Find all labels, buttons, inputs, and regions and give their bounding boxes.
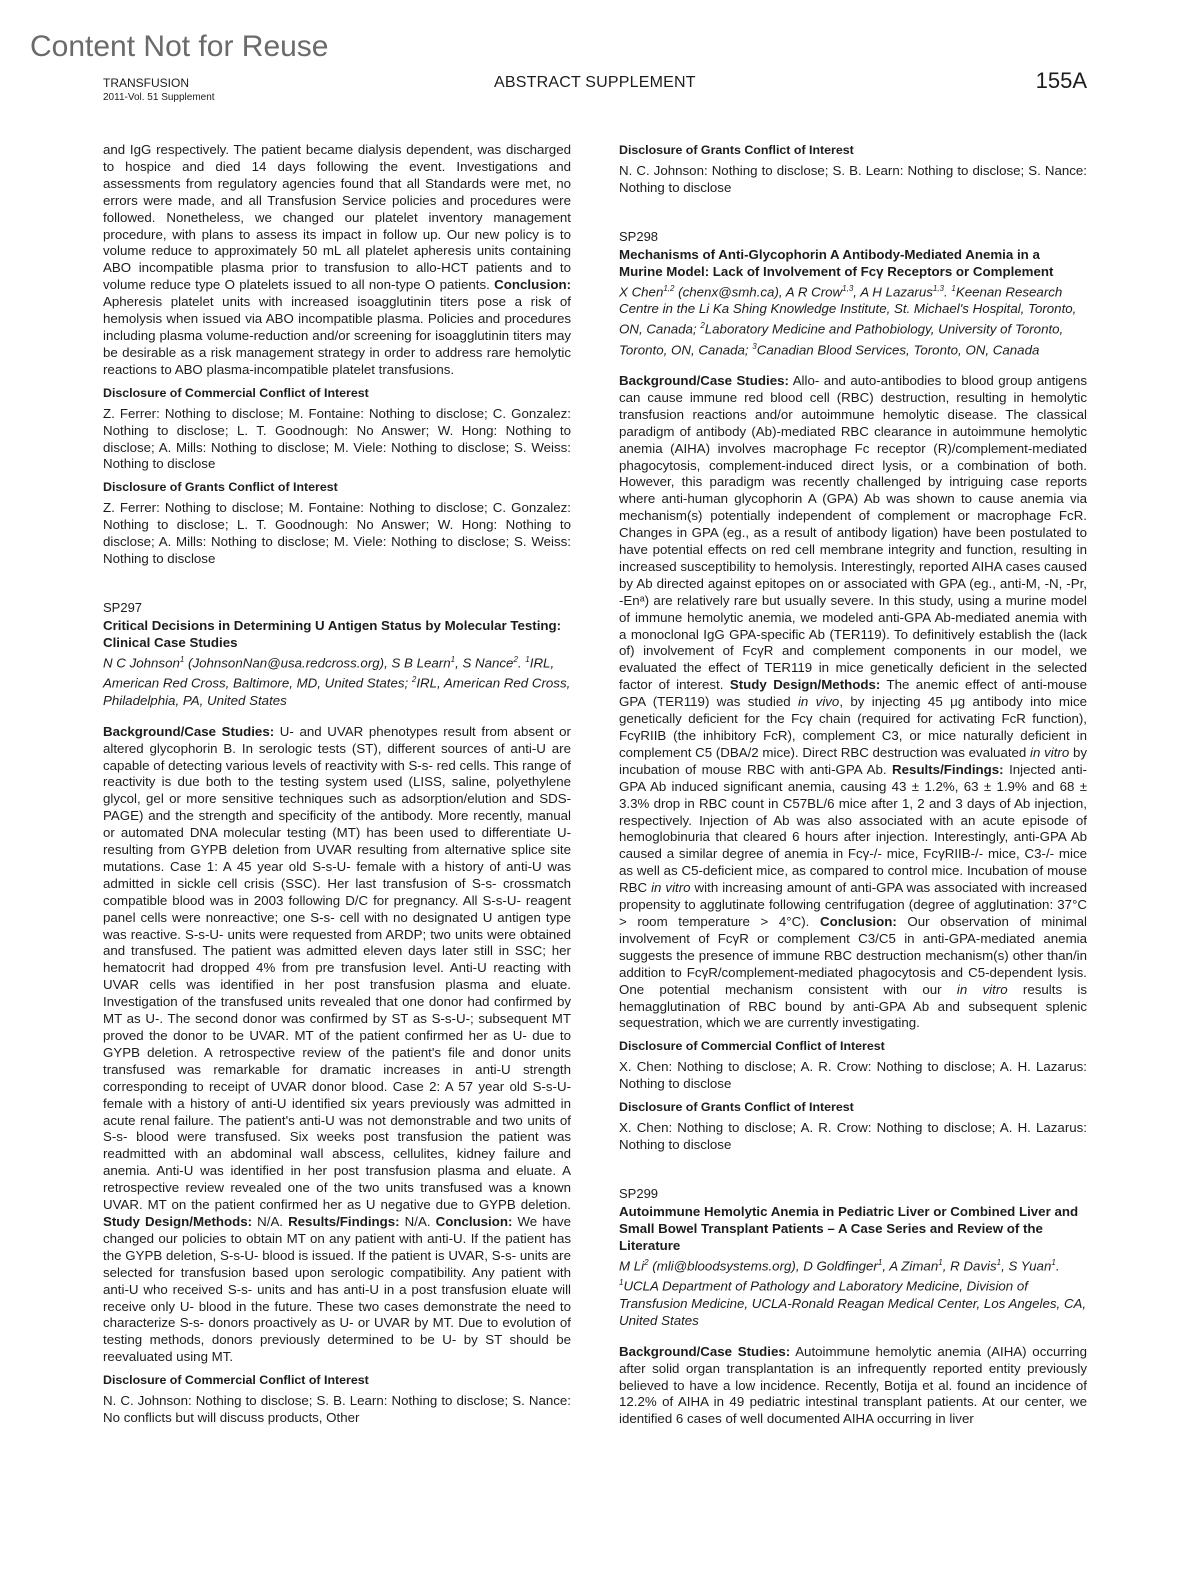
abstract-authors: N C Johnson$^1$ (JohnsonNan@usa.redcross.org), S B Learn$^1$, S Nance$^2$. $^1$IRL, American Red Cross, Baltimore, MD, United States; $^2$IRL, American Red Cross, Philadelphia, PA, United States [103, 654, 571, 708]
abstract-id: SP297 [103, 599, 143, 615]
watermark: Content Not for Reuse [30, 30, 329, 63]
right-column [619, 142, 1087, 1428]
abstract-body: Background/Case Studies: U- and UVAR phenotypes result from absent or altered glycophorin B. In serologic tests (ST), different sources of anti-U are capable of detecting various levels of reactivity with S-s- red cells. This range of reactivity is due both to the testing system used (LISS, saline, polyethylene glycol, gel or more sensitive techniques such as adsorption/elution and SDS-PAGE) and the strength and specificity of the antibody. More recently, manual or automated DNA molecular testing (MT) has been used to differentiate U- resulting from GYPB deletion from UVAR resulting from alternative splice site mutations. Case 1: A 45 year old S-s-U- female with a history of anti-U was admitted in sickle cell crisis (SSC). Her last transfusion of S-s- crossmatch compatible blood was in 2003 following D/C for pregnancy. All S-s-U- reagent panel cells were nonreactive; one S-s- cell with no designated U antigen type was reactive. S-s-U- units were requested from ARDP; two units were obtained and transfused. The patient was admitted eleven days later still in SSC; her hematocrit had dropped 4% from pre transfusion level. Anti-U reacting with UVAR cells was identified in her post transfusion plasma and eluate. Investigation of the transfused units revealed that one donor had confirmed by MT as U-. The second donor was confirmed by ST as S-s-U-; subsequent MT proved the donor to be UVAR. MT of the patient confirmed her as U- due to GYPB deletion. A retrospective review of the patient's file and donor units transfused was remarkable for dramatic increases in anti-U strength corresponding to receipt of UVAR donor blood. Case 2: A 57 year old S-s-U- female with a history of anti-U identified six years previously was admitted in acute renal failure. The patient's anti-U was not demonstrable and two units of S-s- blood were transfused. Six weeks post transfusion the patient was readmitted with an abdominal wall abscess, cellulites, kidney failure and anemia. Anti-U was identified in her post transfusion plasma and eluate. A retrospective review revealed one of the two units transfused was a known UVAR. MT on the patient confirmed her as U negative due to GYPB deletion. Study Design/Methods: N/A. Results/Findings: N/A. Conclusion: We have changed our policies to obtain MT on any patient with anti-U. If the patient has the GYPB deletion, S-s-U- blood is issued. If the patient is UVAR, S-s- units are selected for transfusion based upon serologic compatibility. Any patient with anti-U who received S-s- units and has anti-U in a post transfusion eluate will receive only U- blood in the future. These two cases demonstrate the need to characterize S-s- donors proactively as U- or UVAR by MT. Due to evolution of testing methods, donors previously determined to be U- by ST should be reevaluated using MT. [103, 723, 572, 1365]
disclosure-commercial-text: X. Chen: Nothing to disclose; A. R. Crow: Nothing to disclose; A. H. Lazarus: Nothing to disclose [619, 1059, 1087, 1092]
abstract-body: Background/Case Studies: Autoimmune hemolytic anemia (AIHA) occurring after solid organ transplantation is an infrequently reported entity previously believed to have a low incidence. Recently, Botija et al. found an incidence of 12.2% of AIHA in 49 pediatric intestinal transplant patients. At our center, we identified 6 cases of well documented AIHA occurring in liver [619, 1343, 1087, 1427]
abstract-sp297 [103, 600, 571, 1427]
abstract-title: Autoimmune Hemolytic Anemia in Pediatric Liver or Combined Liver and Small Bowel Transplant Patients – A Case Series and Review of the Literature [619, 1203, 1079, 1253]
abstract-id: SP298 [619, 228, 659, 244]
abstract-id: SP299 [619, 1185, 659, 1201]
abstract-authors: X Chen$^{1,2}$ (chenx@smh.ca), A R Crow$^{1,3}$, A H Lazarus$^{1,3}$. $^1$Keenan Research Centre in the Li Ka Shing Knowledge Institute, St. Michael's Hospital, Toronto, ON, Canada; $^2$Laboratory Medicine and Pathobiology, University of Toronto, Toronto, ON, Canada; $^3$Canadian Blood Services, Toronto, ON, Canada [619, 283, 1077, 357]
abstract-sp298 [619, 229, 1087, 1154]
abstract-title: Mechanisms of Anti-Glycophorin A Antibody-Mediated Anemia in a Murine Model: Lack of Involvement of Fcγ Receptors or Complement [619, 246, 1054, 279]
left-column [103, 142, 571, 1429]
disclosure-commercial-text: Z. Ferrer: Nothing to disclose; M. Fontaine: Nothing to disclose; C. Gonzalez: Nothing to disclose; L. T. Goodnough: No Answer; W. Hong: Nothing to disclose; A. Mills: Nothing to disclose; M. Viele: Nothing to disclose; S. Weiss: Nothing to disclose [103, 405, 571, 472]
disclosure-commercial-text: N. C. Johnson: Nothing to disclose; S. B. Learn: Nothing to disclose; S. Nance: No conflicts but will discuss products, Other [103, 1393, 571, 1426]
journal-name: TRANSFUSION [103, 76, 190, 90]
disclosure-grants-heading: Disclosure of Grants Conflict of Interest [103, 480, 338, 495]
disclosure-commercial-heading: Disclosure of Commercial Conflict of Interest [619, 1039, 885, 1054]
continued-abstract: and IgG respectively. The patient became dialysis dependent, was discharged to hospice and died 14 days following the event. Investigations and assessments from regulatory agencies found that all Standards were met, no errors were made, and all Transfusion Service policies and procedures were followed. Nonetheless, we changed our platelet inventory management procedure, with plans to assess its impact in follow up. Our new policy is to volume reduce to approximately 50 mL all platelet apheresis units containing ABO incompatible plasma prior to transfusion to allo-HCT patients and to volume reduce type O platelets issued to all non-type O patients. Conclusion: Apheresis platelet units with increased isoagglutinin titers pose a risk of hemolysis when issued via ABO incompatible plasma. Policies and procedures including plasma volume-reduction and/or screening for isoagglutinin titers may be desirable as a risk management strategy in order to address rare hemolytic reactions to ABO plasma-incompatible platelet transfusions. [103, 142, 571, 377]
disclosure-grants-heading: Disclosure of Grants Conflict of Interest [619, 1100, 854, 1115]
abstract-title: Critical Decisions in Determining U Antigen Status by Molecular Testing: Clinical Case Studies [103, 617, 562, 650]
abstract-body: Background/Case Studies: Allo- and auto-antibodies to blood group antigens can cause immune red blood cell (RBC) destruction, resulting in hemolytic transfusion reactions and/or autoimmune hemolytic disease. The classical paradigm of antibody (Ab)-mediated RBC clearance in autoimmune hemolytic anemia (AIHA) involves macrophage Fc receptor (R)/complement-mediated phagocytosis, complement-induced direct lysis, or a combination of both. However, this paradigm was recently challenged by intriguing case reports where anti-human glycophorin A (GPA) Ab was shown to cause anemia via mechanism(s) potentially independent of complement or macrophage FcR. Changes in GPA (eg., as a result of antibody ligation) have been postulated to have potential effects on red cell membrane integrity and function, resulting in increased susceptibility to hemolysis. Interestingly, reported AIHA cases caused by Ab directed against epitopes on or associated with GPA (eg., anti-M, -N, -Pr, -Enᵃ) are relatively rare but usually severe. In this study, using a murine model of immune hemolytic anemia, we modeled anti-GPA Ab-mediated anemia with a monoclonal IgG GPA-specific Ab (TER119). To definitively establish the (lack of) involvement of FcγR and complement components in our model, we evaluated the effect of TER119 in mice genetically deficient in the selected factor of interest. Study Design/Methods: The anemic effect of anti-mouse GPA (TER119) was studied in vivo, by injecting 45 μg antibody into mice genetically deficient for the Fcγ chain (required for activating FcR function), FcγRIIB (the inhibitory FcR), complement C3, or mice naturally deficient in complement C5 (DBA/2 mice). Direct RBC destruction was evaluated in vitro by incubation of mouse RBC with anti-GPA Ab. Results/Findings: Injected anti-GPA Ab induced significant anemia, causing 43 ± 1.2%, 63 ± 1.9% and 68 ± 3.3% drop in RBC count in C57BL/6 mice after 1, 2 and 3 days of Ab injection, respectively. Injection of Ab was also associated with an acute episode of hemoglobinuria that cleared 6 hours after injection. Interestingly, anti-GPA Ab caused a similar degree of anemia in Fcγ-/- mice, FcγRIIB-/- mice, C3-/- mice as well as C5-deficient mice, as compared to control mice. Incubation of mouse RBC in vitro with increasing amount of anti-GPA was associated with increased propensity to agglutinate following centrifugation (degree of agglutination: 37°C > room temperature > 4°C). Conclusion: Our observation of minimal involvement of FcγR or complement C3/C5 in anti-GPA-mediated anemia suggests the presence of immune RBC destruction mechanism(s) other than/in addition to FcγR/complement-mediated phagocytosis and C5-dependent lysis. One potential mechanism consistent with our in vitro results is hemagglutination of RBC bound by anti-GPA Ab and subsequent splenic sequestration, which we are currently investigating. [619, 372, 1088, 1031]
disclosure-grants-heading: Disclosure of Grants Conflict of Interest [619, 143, 854, 157]
journal-volume: 2011-Vol. 51 Supplement [103, 92, 215, 103]
disclosure-commercial-heading: Disclosure of Commercial Conflict of Interest [103, 1373, 369, 1388]
disclosure-commercial-heading: Disclosure of Commercial Conflict of Interest [103, 385, 369, 400]
running-head: ABSTRACT SUPPLEMENT [494, 74, 696, 91]
abstract-authors: M Li$^2$ (mli@bloodsystems.org), D Goldfinger$^1$, A Ziman$^1$, R Davis$^1$, S Yuan$^1$. $^1$UCLA Department of Pathology and Laboratory Medicine, Division of Transfusion Medicine, UCLA-Ronald Reagan Medical Center, Los Angeles, CA, United States [619, 1257, 1087, 1328]
journal-header [103, 76, 215, 104]
disclosure-grants-text: N. C. Johnson: Nothing to disclose; S. B. Learn: Nothing to disclose; S. Nance: Nothing to disclose [619, 163, 1087, 195]
disclosure-grants-text: X. Chen: Nothing to disclose; A. R. Crow: Nothing to disclose; A. H. Lazarus: Nothing to disclose [619, 1120, 1087, 1153]
abstract-sp299 [619, 1186, 1087, 1428]
disclosure-grants-text: Z. Ferrer: Nothing to disclose; M. Fontaine: Nothing to disclose; C. Gonzalez: Nothing to disclose; L. T. Goodnough: No Answer; W. Hong: Nothing to disclose; A. Mills: Nothing to disclose; M. Viele: Nothing to disclose; S. Weiss: Nothing to disclose [103, 500, 571, 567]
page-number: 155A [1035, 68, 1087, 93]
